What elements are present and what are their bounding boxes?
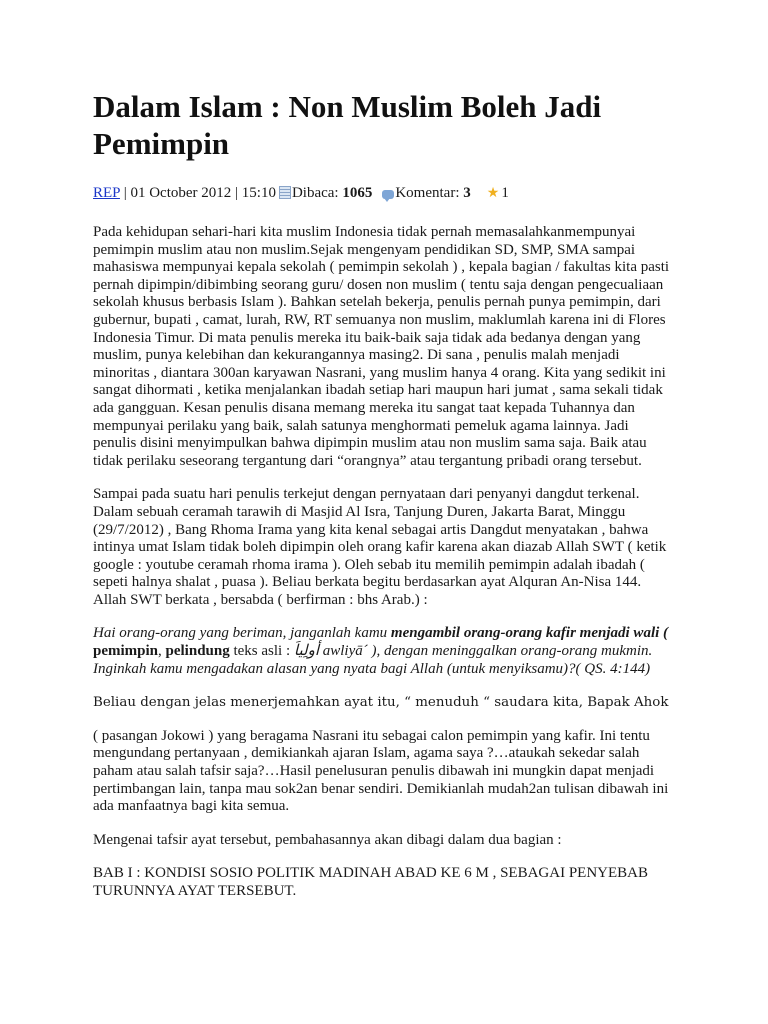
quote-part-1: Hai orang-orang yang beriman, janganlah kamu [93, 625, 391, 642]
date-separator: | [119, 185, 131, 201]
quote-comma: , [158, 643, 166, 660]
quote-pelindung: pelindung [165, 643, 230, 660]
paragraph-tafsir: Mengenai tafsir ayat tersebut, pembahasannya akan dibagi dalam dua bagian : [93, 831, 562, 848]
article-title: Dalam Islam : Non Muslim Boleh Jadi Pemimpin [93, 89, 602, 161]
paragraph-rhoma: Sampai pada suatu hari penulis terkejut dengan pernyataan dari penyanyi dangdut terkenal. Dalam sebuah ceramah tarawih di Masjid Al Isra, Tanjung Duren, Jakarta Barat, Minggu (29/7/2012) , Bang Rhoma Irama yang kita kenal sebagai artis Dangdut menyatakan , bahwa intinya umat Islam tidak boleh dipimpin oleh orang kafir karena akan diazab Allah SWT ( ketik google : youtube ceramah rhoma irama ). Oleh sebab itu memilih pemimpin adalah ibadah ( sepeti halnya shalat , puasa ). Beliau berkata begitu berdasarkan ayat Alquran An-Nisa 144. Allah SWT berkata , bersabda ( berfirman : bhs Arab.) : [93, 486, 667, 608]
author-link[interactable]: REP [93, 185, 120, 201]
comments-count: 3 [463, 185, 471, 201]
stars-count: 1 [501, 185, 509, 201]
quote-part-2: mengambil orang-orang kafir menjadi wali ( [390, 625, 669, 642]
quote-part-3: ), dengan meninggalkan orang-orang mukmin. Inginkah kamu mengadakan alasan yang nyata bagi Allah (untuk menyiksamu)?( QS. 4:144) [93, 643, 653, 677]
star-icon[interactable]: ★ [486, 186, 500, 201]
comments-label: Komentar: [395, 185, 464, 201]
paragraph-ahok: Beliau dengan jelas menerjemahkan ayat itu, “ menuduh “ saudara kita, Bapak Ahok [93, 695, 669, 711]
paragraph-intro: Pada kehidupan sehari-hari kita muslim Indonesia tidak pernah memasalahkanmempunyai pemimpin muslim atau non muslim.Sejak mengenyam pendidikan SD, SMP, SMA sampai mahasiswa mempunyai kepala sekolah ( pemimpin sekolah ) , kepala bagian / fakultas kita pasti pernah dipimpin/dibimbing seorang guru/ dosen non muslim ( tentu saja dengan pengecualiaan sekolah khusus berbasis Islam ). Bahkan setelah bekerja, penulis pernah punya pemimpin, dari gubernur, bupati , camat, lurah, RW, RT semuanya non muslim, maklumlah karena ini di Flores Indonesia Timur. Di mata penulis mereka itu baik-baik saja tidak ada bedanya dengan yang muslim, punya kelebihan dan kekurangannya masing2. Di sana , penulis malah menjadi minoritas , diantara 300an karyawan Nasrani, yang muslim hanya 4 orang. Kita yang sedikit ini sangat dihormati , ketika menjalankan ibadah setiap hari maupun hari jumat , sama sekali tidak ada gangguan. Kesan penulis disana memang mereka itu sangat taat kepada Tuhannya dan mempunyai perilaku yang baik, salah satunya menghormati pemeluk agama lainnya. Jadi penulis disini menyimpulkan bahwa dipimpin muslim atau non muslim sama saja. Baik atau tidak perilaku seseorang tergantung dari “orangnya” atau tergantung pribadi orang tersebut. [93, 224, 670, 469]
views-label: Dibaca: [291, 185, 343, 201]
article [93, 88, 673, 917]
document-icon [279, 186, 291, 199]
quote-arabic: أولِياَ awliyā´ [293, 643, 368, 660]
comment-icon[interactable] [382, 190, 394, 199]
article-meta [93, 183, 673, 204]
quote-original-label: teks asli : [229, 643, 294, 660]
chapter-heading: BAB I : KONDISI SOSIO POLITIK MADINAH ABAD KE 6 M , SEBAGAI PENYEBAB TURUNNYA AYAT TERSEBUT. [93, 865, 649, 899]
views-count: 1065 [342, 185, 373, 201]
paragraph-question: ( pasangan Jokowi ) yang beragama Nasrani itu sebagai calon pemimpin yang kafir. Ini tentu mengundang pertanyaan , demikiankah ajaran Islam, agama saya ?…ataukah sekedar salah paham atau salah tafsir saja?…Hasil penelusuran penulis dibawah ini mungkin dapat menjadi pertimbangan lain, tanpa mau sok2an benar sendiri. Demikianlah mudah2an tulisan dibawah ini ada manfaatnya bagi kita semua. [93, 727, 669, 815]
quote-pemimpin: pemimpin [93, 643, 159, 660]
publish-date: 01 October 2012 | 15:10 [130, 185, 276, 201]
quran-quote [93, 625, 673, 678]
